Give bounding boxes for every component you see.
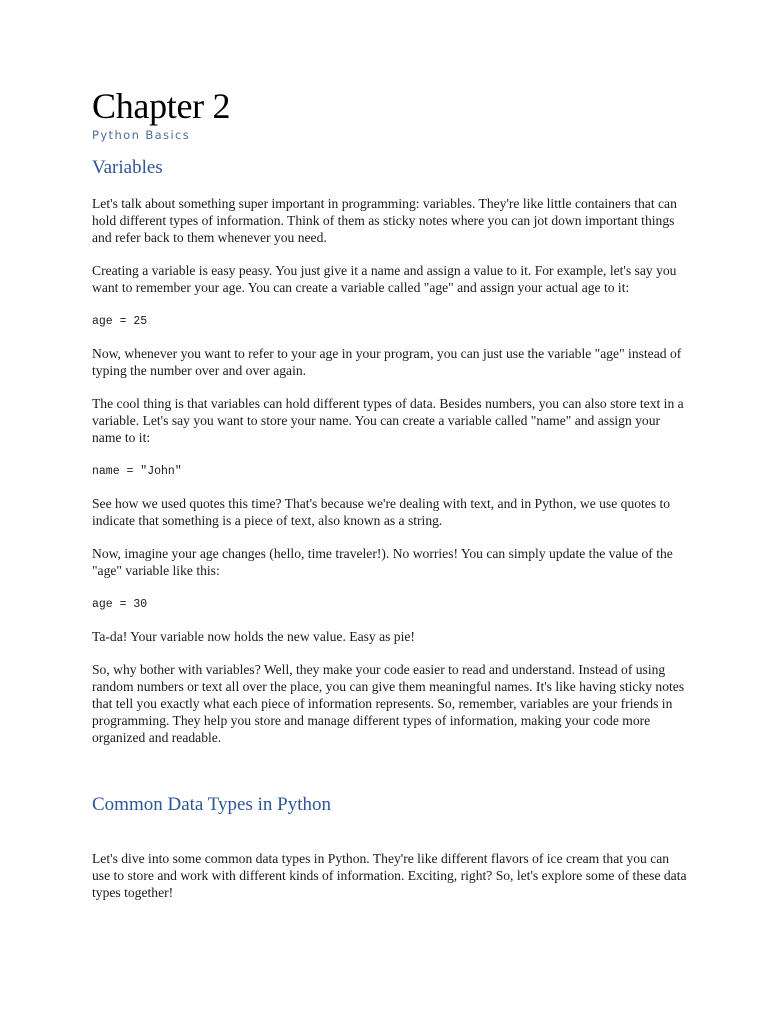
code-snippet-age-30: age = 30 — [92, 598, 148, 611]
paragraph-age-changes: Now, imagine your age changes (hello, time traveler!). No worries! You can simply update the value of the "age" variable like this: — [92, 546, 673, 578]
paragraph-quotes-string: See how we used quotes this time? That's because we're dealing with text, and in Python, we use quotes to indicate that something is a piece of text, also known as a string. — [92, 496, 671, 528]
paragraph-why-variables: So, why bother with variables? Well, they make your code easier to read and understand. Instead of using random numbers or text all over the place, you can give them meaningful names. It's like having sticky notes that tell you exactly what each piece of information represents. So, remember, variables are your friends in programming. They help you store and manage different types of information, making your code more organized and readable. — [92, 662, 685, 745]
paragraph-creating-variable: Creating a variable is easy peasy. You just give it a name and assign a value to it. For example, let's say you want to remember your age. You can create a variable called "age" and assign your actual age to it: — [92, 263, 677, 295]
chapter-subtitle: Python Basics — [92, 128, 191, 142]
page-content — [92, 86, 687, 901]
paragraph-variables-intro: Let's talk about something super important in programming: variables. They're like little containers that can hold different types of information. Think of them as sticky notes where you can jot down important things and refer back to them whenever you need. — [92, 196, 677, 245]
paragraph-data-types-intro: Let's dive into some common data types in Python. They're like different flavors of ice cream that you can use to store and work with different kinds of information. Exciting, right? So, let's explore some of these data types together! — [92, 851, 687, 900]
section-heading-common-data-types: Common Data Types in Python — [92, 794, 331, 815]
paragraph-ta-da: Ta-da! Your variable now holds the new value. Easy as pie! — [92, 629, 415, 644]
code-snippet-name-john: name = "John" — [92, 465, 182, 478]
paragraph-different-data: The cool thing is that variables can hold different types of data. Besides numbers, you can also store text in a variable. Let's say you want to store your name. You can create a variable called "name" and assign your name to it: — [92, 396, 684, 445]
paragraph-refer-to-age: Now, whenever you want to refer to your age in your program, you can just use the variable "age" instead of typing the number over and over again. — [92, 346, 682, 378]
section-heading-variables: Variables — [92, 157, 163, 178]
code-snippet-age-25: age = 25 — [92, 315, 148, 328]
chapter-title: Chapter 2 — [92, 86, 231, 126]
